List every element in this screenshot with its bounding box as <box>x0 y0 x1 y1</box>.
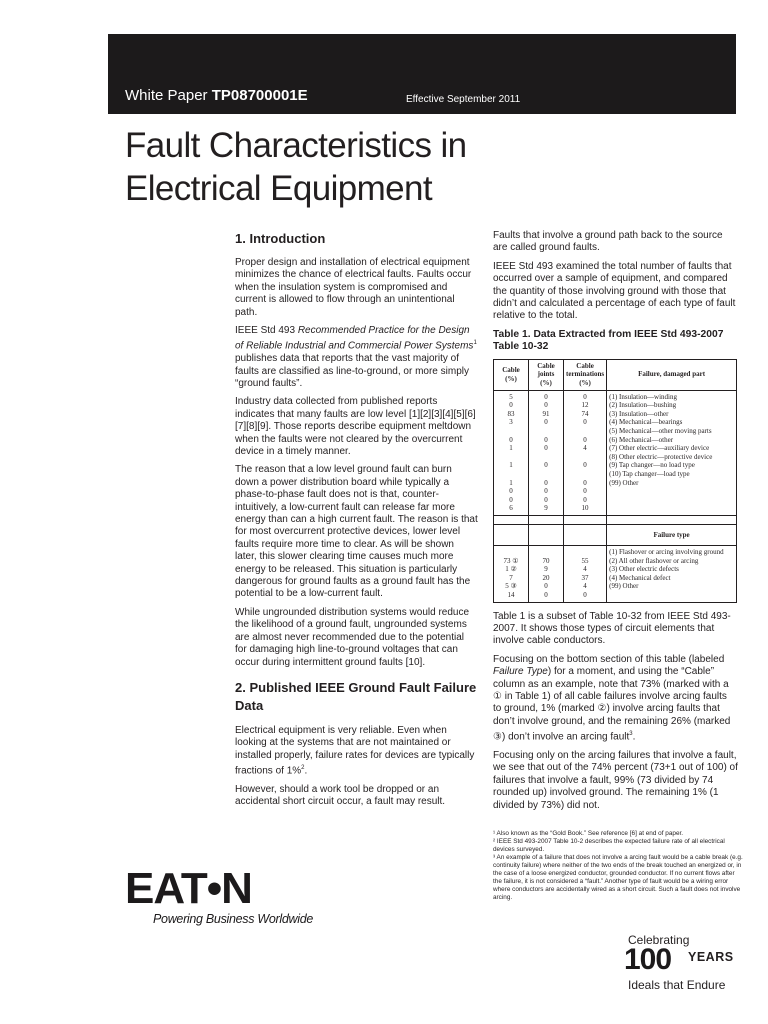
data-table <box>493 359 737 603</box>
logo-wordmark: EAT•N <box>125 864 252 913</box>
paragraph: Focusing on the bottom section of this table (labeled Failure Type) for a moment, and using the “Cable” column as an example, note that 73% (marked with a ① in Table 1) of all cable failures involve arcing faults to ground, 1% (marked ②) involve arcing faults that don’t involve ground, and the remaining 26% (marked ③) don’t involve an arcing fault$^3$. <box>493 653 731 743</box>
celebrating-label: Celebrating <box>628 933 690 947</box>
eaton-logo <box>125 864 252 913</box>
years-label: YEARS <box>688 950 734 964</box>
left-column <box>235 230 478 815</box>
paragraph: Industry data collected from published reports indicates that many faults are low level [1][2][3][4][5][6][7][8][9]. Those reports describe equipment meltdown when the faults were not cleared by the overcurrent device in a timely manner. <box>235 396 476 458</box>
cable-values: 5 0 83 3 0 1 1 1 0 0 6 <box>494 390 529 515</box>
col-header-terminations: Cable terminations (%) <box>564 359 607 390</box>
footnotes <box>493 830 743 902</box>
failure-type-header: Failure type <box>607 524 737 545</box>
title-line-1: Fault Characteristics in <box>125 126 467 165</box>
ft-cable-values: 73 ① 1 ② 7 5 ③ 14 <box>494 545 529 602</box>
paragraph: IEEE Std 493 examined the total number of faults that occurred over a sample of equipment, and compared the quantity of those involving ground with those that didn’t and calculated a percentage of each type of fault relative to the total. <box>493 260 736 322</box>
paragraph: IEEE Std 493 Recommended Practice for the Design of Reliable Industrial and Commercial Power Systems$^1$ publishes data that reports that the vast majority of faults are classified as line-to-ground, or more simply “ground faults”. <box>235 325 477 389</box>
effective-date: Effective September 2011 <box>406 94 521 105</box>
paragraph: Electrical equipment is very reliable. Even when looking at the systems that are not maintained or installed properly, failure rates for devices are typically fractions of 1%$^2$. <box>235 724 475 777</box>
joint-values: 0 0 91 0 0 0 0 0 0 0 9 <box>529 390 564 515</box>
termination-values: 0 12 74 0 0 4 0 0 0 0 10 <box>564 390 607 515</box>
section-heading-ieee-data: 2. Published IEEE Ground Fault Failure Data <box>235 679 477 713</box>
failure-type-list: (1) Flashover or arcing involving ground (2) All other flashover or arcing (3) Other electric defects (4) Mechanical defect (99) Other <box>607 545 737 602</box>
paragraph: Proper design and installation of electrical equipment minimizes the chance of electrical faults. Faults occur when the insulation system is compromised and current is allowed to flow through an unintentional path. <box>235 257 472 318</box>
section-heading-introduction: 1. Introduction <box>235 231 326 246</box>
right-column <box>493 230 738 818</box>
doc-label <box>125 87 308 104</box>
footnote-1: ¹ Also known as the “Gold Book.” See reference [6] at end of paper. <box>493 830 684 837</box>
paragraph: Focusing only on the arcing failures that involve a fault, we see that out of the 74% percent (73+1 out of 100) of failures that involve a fault, 99% (73 divided by 74 rounded up) involved ground. The remaining 1% (1 divided by 73%) did not. <box>493 749 738 811</box>
ft-termination-values: 55 4 37 4 0 <box>564 545 607 602</box>
paragraph: The reason that a low level ground fault can burn down a power distribution board while typically a phase-to-phase fault does not is that, counter-intuitively, a low-current fault can release far more energy than can a high current fault. The reason is that for most overcurrent protective devices, lower level faults require more time to clear. As will be shown later, this slower clearing time causes much more energy to be released. This situation is particularly dangerous for ground faults as a ground fault has the potential to be a low-current fault. <box>235 464 478 600</box>
paragraph: While ungrounded distribution systems would reduce the likelihood of a ground fault, ungrounded systems are almost never recommended due to the potential for damaging high line-to-ground voltages that can occur during intermittent ground faults [10]. <box>235 606 470 668</box>
ideals-label: Ideals that Endure <box>628 978 726 992</box>
title-line-2: Electrical Equipment <box>125 169 433 208</box>
page-title <box>125 124 467 210</box>
col-header-cable: Cable (%) <box>494 359 529 390</box>
tagline: Powering Business Worldwide <box>153 912 314 926</box>
hundred-mark: 100 <box>624 943 672 976</box>
doc-type: White Paper <box>125 87 208 104</box>
col-header-failure-part: Failure, damaged part <box>607 359 737 390</box>
damaged-part-list: (1) Insulation—winding (2) Insulation—bushing (3) Insulation—other (4) Mechanical—bearings (5) Mechanical—other moving parts (6) Mechanical—other (7) Other electric—auxiliary device (8) Other electric—protective device (9) Tap changer—no load type (10) Tap changer—load type (99) Other <box>607 390 737 515</box>
table-title: Table 1. Data Extracted from IEEE Std 493-2007 Table 10-32 <box>493 328 724 353</box>
paragraph: However, should a work tool be dropped or an accidental short circuit occur, a fault may result. <box>235 783 446 808</box>
paragraph: Faults that involve a ground path back to the source are called ground faults. <box>493 230 723 254</box>
doc-number: TP08700001E <box>211 87 308 104</box>
col-header-joints: Cable joints (%) <box>529 359 564 390</box>
paragraph: Table 1 is a subset of Table 10-32 from IEEE Std 493-2007. It shows those types of circuit elements that involve cable conductors. <box>493 610 731 647</box>
footnote-2: ² IEEE Std 493-2007 Table 10-2 describes the expected failure rate of all electrical devices surveyed. <box>493 838 725 853</box>
ft-joint-values: 70 9 20 0 0 <box>529 545 564 602</box>
footnote-3: ³ An example of a failure that does not involve a arcing fault would be a cable break (e.g. continuity failure) where neither of the two ends of the break touched an energized or, in the case of a loose energized conductor, grounded conductor. If no current flows after the failure, it is not considered a “fault.” Another type of fault would be a wiring error where conductors are accidentally wired as a short circuit. Such a fault does not involve arcing. <box>493 854 743 901</box>
